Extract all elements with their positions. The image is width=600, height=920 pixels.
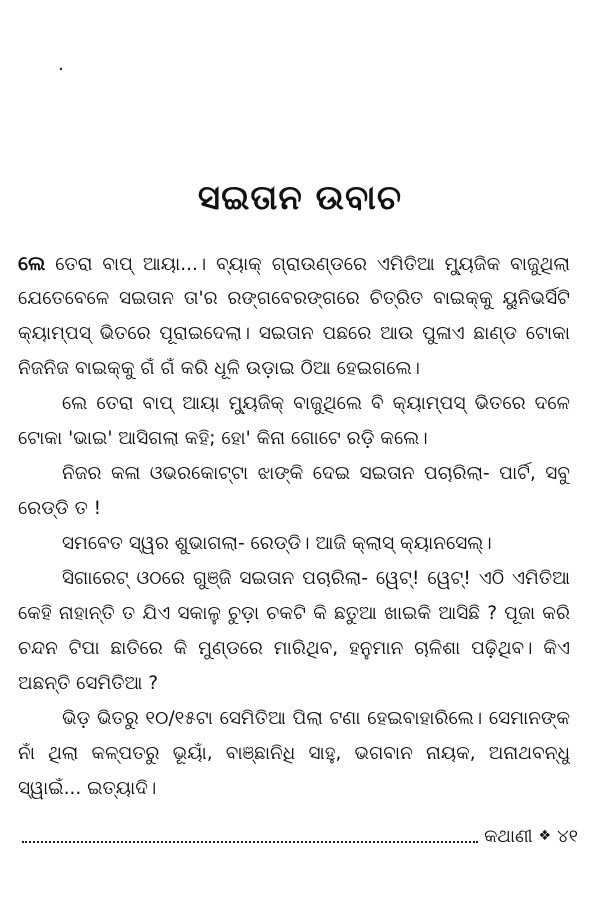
body-line: ନିଜନିଜ ବାଇକ୍‌କୁ ଗଁ ଗଁ କରି ଧୂଳି ଉଡ଼ାଇ ଠିଆ ହେଇଗଲେ। [18, 358, 420, 379]
body-line: ଟୋକା 'ଭାଇ' ଆସିଗଲା କହି; ହୋ' କିନା ଗୋଟେ ରଡ଼ି କଲେ। [18, 428, 428, 449]
ornament-icon: ❖ [538, 828, 552, 844]
body-line: ନାଁ ଥିଲା କଳ୍ପତରୁ ଭୂୟାଁ, ବାଞ୍ଛାନିଧି ସାହୁ, ଭଗବାନ ନାୟକ, ଅନାଥବନ୍ଧୁ [18, 743, 570, 764]
body-line [18, 246, 570, 281]
stray-mark: . [58, 54, 64, 75]
body-line: ନିଜର କଳା ଓଭରକୋଟ୍‌ଟା ଝାଙ୍କି ଦେଇ ସଇତାନ ପଚାରିଲା- ପାର୍ଟି, ସବୁ [62, 463, 570, 484]
body-line: ଅଛନ୍ତି ସେମିତିଆ ? [18, 673, 159, 694]
lead-word: ଲେ [18, 251, 46, 275]
body-line: ଯେତେବେଳେ ସଇତାନ ତା'ର ରଙ୍ଗବେରଙ୍ଗରେ ଚିତ୍ରିତ ବାଇକ୍‌କୁ ୟୁନିଭର୍ସିଟି [18, 288, 570, 309]
body-line: ରେଡ୍ଡି ତ ! [18, 498, 102, 519]
body-line: କ୍ୟାମ୍ପସ୍ ଭିତରେ ପୂରାଇଦେଲା। ସଇତାନ ପଛରେ ଆଉ ପୁଳାଏ ଛାଣ୍ଡ ଟୋକା [18, 323, 570, 344]
body-line: କେହି ନାହାନ୍ତି ତ ଯିଏ ସକାଳୁ ଚୁଡ଼ା ଚକଟି କି ଛତୁଆ ଖାଇକି ଆସିଛି ? ପୂଜା କରି [18, 603, 570, 624]
page-number: ୪୧ [557, 825, 578, 847]
body-line: ଲେ ତେରା ବାପ୍ ଆୟା ମ୍ୟୁଜିକ୍ ବାଜୁଥିଲେ ବି କ୍ୟାମ୍ପସ୍ ଭିତରେ ଦଳେ [62, 393, 570, 414]
body-line: ସ୍ୱାଇଁ... ଇତ୍ୟାଦି। [18, 778, 157, 799]
body-line: ଚନ୍ଦନ ଟିପା ଛାତିରେ କି ମୁଣ୍ଡରେ ମାରିଥିବ, ହନୁମାନ ଚାଳିଶା ପଢ଼ିଥିବ। କିଏ [18, 638, 570, 659]
line-text: ତେରା ବାପ୍ ଆୟା...। ବ୍ୟାକ୍ ଗ୍ରାଉଣ୍ଡରେ ଏମିତିଆ ମ୍ୟୁଜିକ ବାଜୁଥିଲା [45, 254, 570, 275]
dotted-leader [22, 841, 478, 843]
body-line: ସମବେତ ସ୍ୱର ଶୁଭାଗଲା- ରେଡ୍ଡି। ଆଜି କ୍ଲାସ୍ କ୍ୟାନସେଲ୍। [62, 533, 492, 554]
body-line: ଭିଡ଼ ଭିତରୁ ୧୦/୧୫ଟା ସେମିତିଆ ପିଲା ଟଣା ହେଇବାହାରିଲେ। ସେମାନଙ୍କ [62, 708, 570, 729]
body-line: ସିଗାରେଟ୍ ଓଠରେ ଗୁଞ୍ଜି ସଇତାନ ପଚାରିଲା- ୱେଟ୍! ୱେଟ୍! ଏଠି ଏମିତିଆ [62, 568, 570, 589]
story-title: ସଇତାନ ଉବାଚ [197, 178, 403, 218]
story-body [18, 246, 570, 806]
page-footer [22, 822, 578, 850]
magazine-name: କଥାଣୀ [484, 825, 533, 847]
